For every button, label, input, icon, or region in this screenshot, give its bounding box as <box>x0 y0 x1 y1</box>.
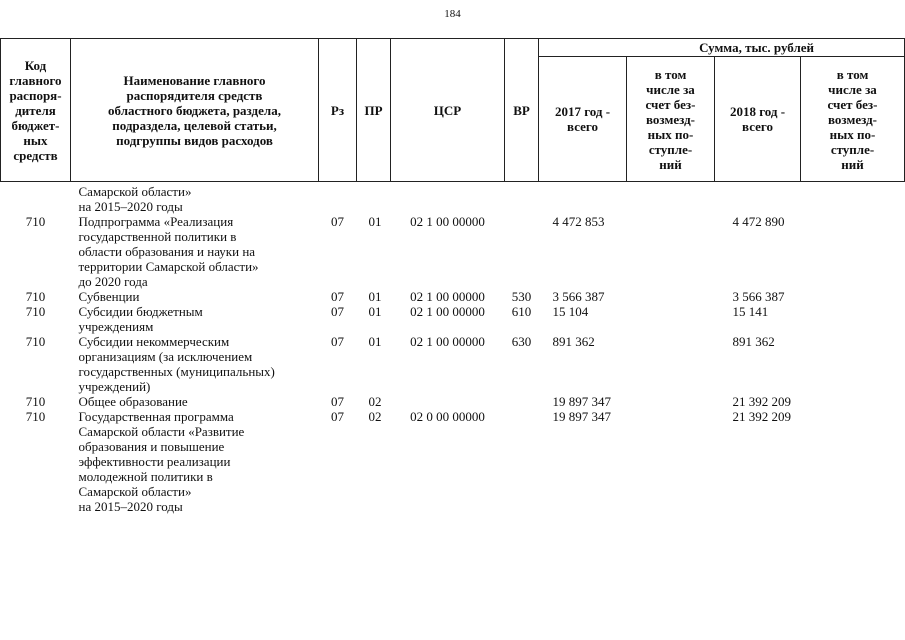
cell-rz: 07 <box>331 214 344 229</box>
cell-pr: 02 <box>368 394 382 409</box>
table-row <box>1 409 905 514</box>
cell-2017-free <box>627 394 715 409</box>
header-2017-free-line: в том <box>654 66 687 82</box>
cell-name-line: Самарской области» <box>78 184 192 199</box>
cell-name-line: Субсидии некоммерческим <box>78 334 230 349</box>
cell-vr <box>505 214 539 289</box>
cell-2018-total: 21 392 209 <box>732 409 791 424</box>
cell-name-line: Субсидии бюджетным <box>78 304 203 319</box>
table-row <box>1 214 905 289</box>
cell-vr: 530 <box>511 289 532 304</box>
header-2018-free <box>801 57 905 182</box>
cell-2017-free <box>627 304 715 334</box>
header-2017-line: 2017 год - <box>554 104 611 119</box>
cell-2018-free <box>801 304 905 334</box>
cell-pr: 01 <box>368 304 382 319</box>
cell-2017-total: 3 566 387 <box>552 289 605 304</box>
header-name-line: подраздела, целевой статьи, <box>112 117 277 133</box>
table-header <box>1 39 905 182</box>
header-vr: ВР <box>505 39 539 182</box>
cell-2017-total: 19 897 347 <box>552 409 611 424</box>
cell-name <box>71 334 319 394</box>
header-sum-group: Сумма, тыс. рублей <box>539 39 905 57</box>
table-row <box>1 394 905 409</box>
table-row <box>1 182 905 215</box>
header-2018-free-line: числе за <box>828 81 877 97</box>
header-2018-free-line: возмезд- <box>828 111 877 127</box>
header-2017-free-line: счет без- <box>645 96 696 112</box>
cell-code: 710 <box>25 289 46 304</box>
cell-2017-free <box>627 214 715 289</box>
cell-name <box>71 409 319 514</box>
cell-csr: 02 1 00 00000 <box>410 214 485 229</box>
cell-csr: 02 1 00 00000 <box>410 304 485 319</box>
header-name-line: областного бюджета, раздела, <box>108 102 281 118</box>
header-2017-free-line: числе за <box>646 81 695 97</box>
cell-2017-total: 4 472 853 <box>552 214 605 229</box>
cell-2017-total: 891 362 <box>552 334 595 349</box>
cell-name-line: учреждениям <box>78 319 154 334</box>
cell-code <box>1 182 71 215</box>
cell-name-line: Подпрограмма «Реализация <box>78 214 234 229</box>
cell-name <box>71 214 319 289</box>
cell-code: 710 <box>25 334 46 349</box>
cell-name <box>71 304 319 334</box>
cell-2017-free <box>627 334 715 394</box>
cell-2018-free <box>801 334 905 394</box>
cell-2018-free <box>801 214 905 289</box>
header-2017-total <box>539 57 627 182</box>
cell-2018-total: 21 392 209 <box>732 394 791 409</box>
header-code-line: главного <box>9 72 62 88</box>
cell-pr: 01 <box>368 334 382 349</box>
cell-name-line: Общее образование <box>78 394 188 409</box>
header-pr: ПР <box>357 39 391 182</box>
header-code-line: ных <box>23 132 48 148</box>
cell-vr <box>505 394 539 409</box>
table-body <box>1 182 905 515</box>
cell-rz <box>319 182 357 215</box>
cell-2018-total: 3 566 387 <box>732 289 785 304</box>
cell-name-line: на 2015–2020 годы <box>78 199 183 214</box>
cell-2018-free <box>801 182 905 215</box>
header-2017-line: всего <box>567 119 598 134</box>
cell-name-line: территории Самарской области» <box>78 259 259 274</box>
table-row <box>1 334 905 394</box>
cell-name <box>71 394 319 409</box>
cell-csr: 02 1 00 00000 <box>410 289 485 304</box>
cell-2017-total: 15 104 <box>552 304 589 319</box>
cell-code: 710 <box>25 214 46 229</box>
header-2017-free-line: ных по- <box>647 126 694 142</box>
page-number: 184 <box>444 8 461 20</box>
cell-rz: 07 <box>331 394 344 409</box>
cell-name-line: области образования и науки на <box>78 244 256 259</box>
cell-csr: 02 0 00 00000 <box>410 409 485 424</box>
cell-name-line: образования и повышение <box>78 439 225 454</box>
header-2018-free-line: ных по- <box>829 126 876 142</box>
header-2018-total <box>715 57 801 182</box>
cell-2018-free <box>801 409 905 514</box>
header-2018-free-line: ний <box>841 156 864 172</box>
cell-2018-free <box>801 394 905 409</box>
table-row <box>1 304 905 334</box>
cell-name-line: Субвенции <box>78 289 140 304</box>
header-2018-free-line: в том <box>836 66 869 82</box>
cell-pr: 01 <box>368 214 382 229</box>
header-2018-line: 2018 год - <box>729 104 786 119</box>
header-rz: Рз <box>319 39 357 182</box>
cell-vr <box>505 182 539 215</box>
cell-name-line: молодежной политики в <box>78 469 213 484</box>
cell-vr <box>505 409 539 514</box>
cell-2018-total: 891 362 <box>732 334 775 349</box>
header-name-line: Наименование главного <box>123 72 266 88</box>
cell-csr <box>391 394 505 409</box>
cell-2017-total <box>539 182 627 215</box>
header-code-line: бюджет- <box>11 117 60 133</box>
cell-2017-free <box>627 409 715 514</box>
cell-rz: 07 <box>331 409 344 424</box>
cell-name-line: эффективности реализации <box>78 454 231 469</box>
cell-name-line: государственных (муниципальных) <box>78 364 275 379</box>
cell-pr <box>357 182 391 215</box>
cell-name-line: до 2020 года <box>78 274 148 289</box>
cell-name-line: учреждений) <box>78 379 151 394</box>
cell-rz: 07 <box>331 334 344 349</box>
cell-name <box>71 289 319 304</box>
cell-vr: 610 <box>511 304 532 319</box>
cell-rz: 07 <box>331 289 344 304</box>
cell-2017-free <box>627 182 715 215</box>
cell-name-line: государственной политики в <box>78 229 237 244</box>
header-name-line: подгруппы видов расходов <box>116 132 273 148</box>
header-2018-free-line: ступле- <box>830 141 875 157</box>
cell-csr <box>391 182 505 215</box>
cell-name-line: Самарской области «Развитие <box>78 424 245 439</box>
cell-rz: 07 <box>331 304 344 319</box>
header-code-line: распоря- <box>9 87 62 103</box>
header-2017-free-line: возмезд- <box>646 111 695 127</box>
header-name-line: распорядителя средств <box>126 87 263 103</box>
header-2018-free-line: счет без- <box>827 96 878 112</box>
cell-code: 710 <box>25 394 46 409</box>
cell-2017-free <box>627 289 715 304</box>
cell-code: 710 <box>25 304 46 319</box>
cell-2018-free <box>801 289 905 304</box>
cell-2017-total: 19 897 347 <box>552 394 611 409</box>
cell-code: 710 <box>25 409 46 424</box>
table-row <box>1 289 905 304</box>
cell-2018-total: 15 141 <box>732 304 769 319</box>
cell-name <box>71 182 319 215</box>
cell-vr: 630 <box>511 334 532 349</box>
budget-table <box>0 38 905 514</box>
cell-name-line: на 2015–2020 годы <box>78 499 183 514</box>
header-code-line: средств <box>13 147 58 163</box>
header-2017-free-line: ступле- <box>648 141 693 157</box>
header-2017-free <box>627 57 715 182</box>
cell-csr: 02 1 00 00000 <box>410 334 485 349</box>
header-code-line: Код <box>24 57 47 73</box>
header-csr: ЦСР <box>391 39 505 182</box>
cell-pr: 02 <box>368 409 382 424</box>
header-name <box>71 39 319 182</box>
cell-name-line: организациям (за исключением <box>78 349 253 364</box>
header-code-line: дителя <box>15 102 56 118</box>
header-2017-free-line: ний <box>659 156 682 172</box>
cell-name-line: Самарской области» <box>78 484 192 499</box>
header-2018-line: всего <box>742 119 773 134</box>
cell-2018-total <box>715 182 801 215</box>
header-code <box>1 39 71 182</box>
cell-name-line: Государственная программа <box>78 409 234 424</box>
cell-2018-total: 4 472 890 <box>732 214 785 229</box>
cell-pr: 01 <box>368 289 382 304</box>
